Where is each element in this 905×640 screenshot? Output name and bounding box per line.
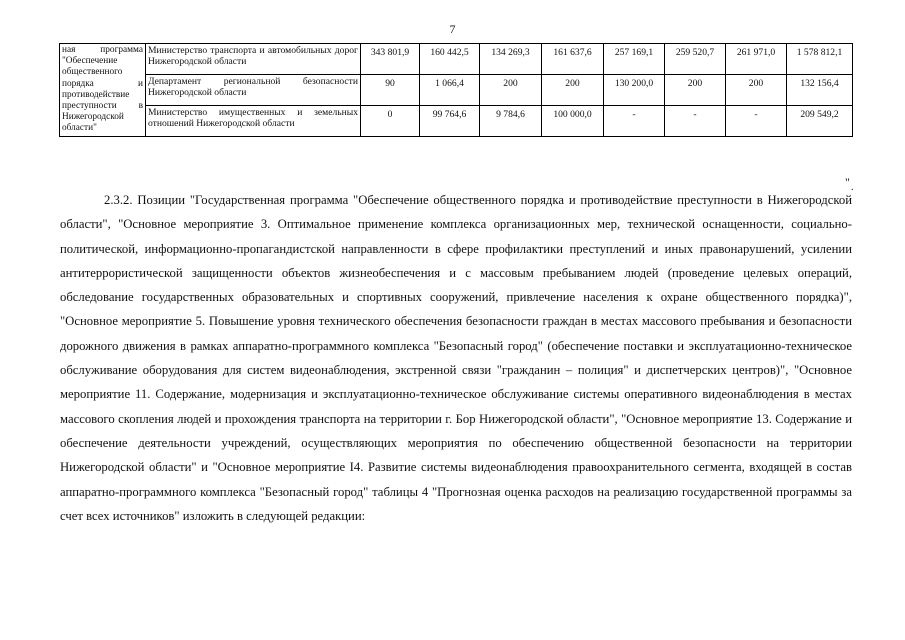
value-cell: 99 764,6	[420, 105, 480, 136]
total-cell: 132 156,4	[787, 74, 853, 105]
value-cell: 161 637,6	[542, 44, 604, 75]
value-cell: 9 784,6	[480, 105, 542, 136]
closing-quote: "	[845, 175, 850, 189]
value-cell: -	[604, 105, 665, 136]
table-row	[60, 44, 853, 75]
total-cell: 209 549,2	[787, 105, 853, 136]
responsible-cell: Министерство транспорта и автомобильных дорог Нижегородской области	[146, 44, 361, 75]
value-cell: 1 066,4	[420, 74, 480, 105]
value-cell: -	[726, 105, 787, 136]
amendment-text	[60, 188, 852, 528]
value-cell: 200	[542, 74, 604, 105]
value-cell: 259 520,7	[665, 44, 726, 75]
table-row	[60, 74, 853, 105]
total-cell: 1 578 812,1	[787, 44, 853, 75]
budget-table	[59, 43, 853, 137]
value-cell: 257 169,1	[604, 44, 665, 75]
value-cell: 160 442,5	[420, 44, 480, 75]
value-cell: 200	[726, 74, 787, 105]
responsible-cell: Департамент региональной безопасности Нижегородской области	[146, 74, 361, 105]
value-cell: 0	[361, 105, 420, 136]
value-cell: 200	[665, 74, 726, 105]
amendment-paragraph: 2.3.2. Позиции "Государственная программа "Обеспечение общественного порядка и противодействие преступности в Нижегородской области", "Основное мероприятие 3. Оптимальное применение комплекса организационных мер, технической оснащенности, социально-политической, информационно-пропагандистской направленности в сфере профилактики преступлений и иных правонарушений, усилении антитеррористической защищенности объектов жизнеобеспечения и с массовым пребыванием людей (проведение целевых операций, обследование государственных образовательных и спортивных сооружений, привлечение населения к охране общественного порядка)", "Основное мероприятие 5. Повышение уровня технического обеспечения безопасности граждан в местах массового пребывания и безопасности дорожного движения в рамках аппаратно-программного комплекса "Безопасный город" (обеспечение поставки и эксплуатационно-техническое обслуживание оборудования для систем видеонаблюдения, экстренной связи "гражданин – полиция" и диспетчерских центров)", "Основное мероприятие 11. Содержание, модернизация и эксплуатационно-техническое обслуживание системы оперативного видеонаблюдения в местах массового скопления людей и прохождения транспорта на территории г. Бор Нижегородской области", "Основное мероприятие 13. Содержание и обеспечение деятельности учреждений, осуществляющих мероприятия по обеспечению общественной безопасности на территории Нижегородской области" и "Основное мероприятие I4. Развитие системы видеонаблюдения правоохранительного сегмента, входящей в состав аппаратно-программного комплекса "Безопасный город" таблицы 4 "Прогнозная оценка расходов на реализацию государственной программы за счет всех источников" изложить в следующей редакции:	[60, 193, 852, 523]
page-number: 7	[449, 22, 456, 36]
value-cell: 130 200,0	[604, 74, 665, 105]
responsible-cell: Министерство имущественных и земельных отношений Нижегородской области	[146, 105, 361, 136]
value-cell: -	[665, 105, 726, 136]
value-cell: 261 971,0	[726, 44, 787, 75]
value-cell: 200	[480, 74, 542, 105]
value-cell: 90	[361, 74, 420, 105]
value-cell: 343 801,9	[361, 44, 420, 75]
value-cell: 134 269,3	[480, 44, 542, 75]
closing-dot: .	[851, 182, 854, 193]
value-cell: 100 000,0	[542, 105, 604, 136]
program-name-cell: ная программа "Обеспечение общественного порядка и противодействие преступности в Нижегородской области"	[60, 44, 146, 137]
table-row	[60, 105, 853, 136]
